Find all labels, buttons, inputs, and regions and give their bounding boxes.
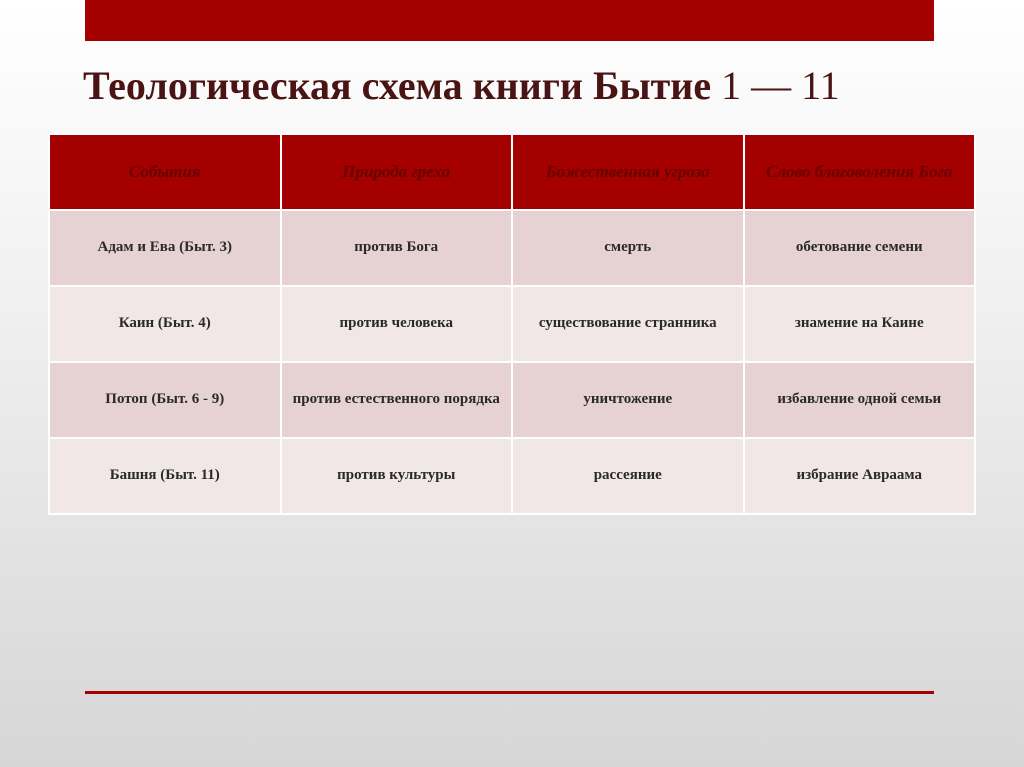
table-row <box>49 438 975 514</box>
table-row <box>49 286 975 362</box>
slide-title <box>83 62 963 109</box>
header-word-of-grace: Слово благоволения Бога <box>744 134 976 210</box>
top-accent-bar <box>85 0 934 41</box>
table-cell: существование странника <box>512 286 744 362</box>
title-range: 1 — 11 <box>721 63 840 108</box>
scheme-table <box>48 133 976 515</box>
header-divine-threat: Божественная угроза <box>512 134 744 210</box>
table-cell: знамение на Каине <box>744 286 976 362</box>
table-cell: Потоп (Быт. 6 - 9) <box>49 362 281 438</box>
table-cell: рассеяние <box>512 438 744 514</box>
table-header-row <box>49 134 975 210</box>
table-cell: избавление одной семьи <box>744 362 976 438</box>
table-cell: уничтожение <box>512 362 744 438</box>
table-row <box>49 362 975 438</box>
table-cell: смерть <box>512 210 744 286</box>
table-cell: обетование семени <box>744 210 976 286</box>
table-cell: против культуры <box>281 438 513 514</box>
bottom-divider <box>85 691 934 694</box>
title-main: Теологическая схема книги Бытие <box>83 63 712 108</box>
table-cell: Адам и Ева (Быт. 3) <box>49 210 281 286</box>
header-sin-nature: Природа греха <box>281 134 513 210</box>
table-cell: против Бога <box>281 210 513 286</box>
table-cell: Каин (Быт. 4) <box>49 286 281 362</box>
header-events: События <box>49 134 281 210</box>
table-cell: Башня (Быт. 11) <box>49 438 281 514</box>
table-cell: против человека <box>281 286 513 362</box>
table-cell: избрание Авраама <box>744 438 976 514</box>
table-row <box>49 210 975 286</box>
table-cell: против естественного порядка <box>281 362 513 438</box>
